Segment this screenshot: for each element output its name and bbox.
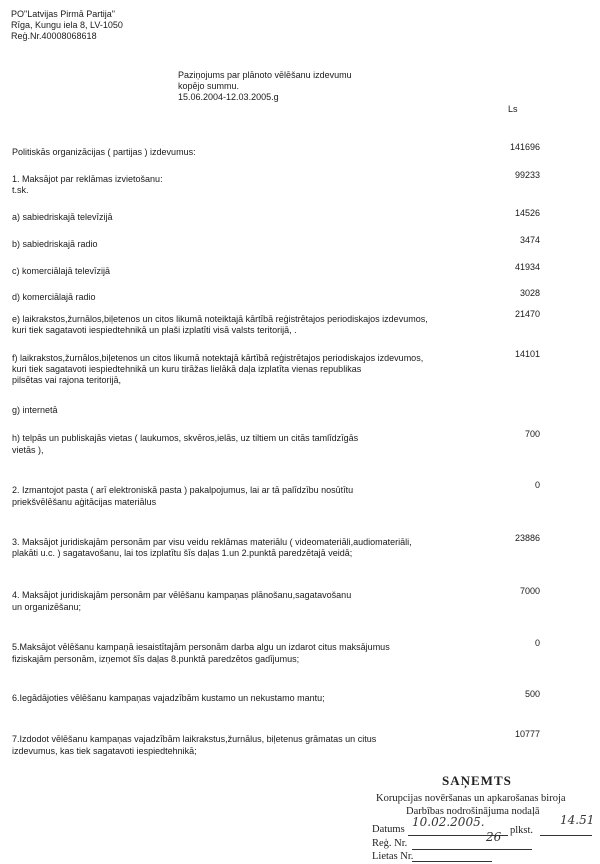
sub-h-line-2: vietās ), bbox=[12, 445, 44, 455]
item-4-line-1: 4. Maksājot juridiskajām personām par vēlēšanu kampaņas plānošanu,sagatavošanu bbox=[12, 590, 352, 600]
item-3-line-2: plakāti u.c. ) sagatavošanu, lai tos izplatītu šīs daļas 1.un 2.punktā paredzētajā veidā; bbox=[12, 548, 353, 558]
sub-f-value: 14101 bbox=[514, 349, 540, 359]
item-3-line-1: 3. Maksājot juridiskajām personām par visu veidu reklāmas materiālu ( videomateriāli,audiomateriāli, bbox=[12, 537, 412, 547]
document-title-line-1: Paziņojums par plānoto vēlēšanu izdevumu bbox=[178, 70, 352, 80]
document-period: 15.06.2004-12.03.2005.g bbox=[178, 92, 279, 102]
stamp-case-rule bbox=[412, 861, 492, 862]
item-5-line-2: fiziskajām personām, izņemot šīs daļas 8.punktā paredzētos gadījumus; bbox=[12, 654, 300, 664]
item-1-value: 99233 bbox=[514, 170, 540, 180]
sub-c-value: 41934 bbox=[514, 262, 540, 272]
item-3-value: 23886 bbox=[514, 533, 540, 543]
stamp-organization: Korupcijas novēršanas un apkarošanas biroja bbox=[376, 793, 566, 804]
received-stamp-title: SAŅEMTS bbox=[442, 773, 512, 788]
sub-g-label: g) internetā bbox=[12, 405, 58, 415]
sub-c-label: c) komerciālajā televīzijā bbox=[12, 266, 111, 276]
document-title-line-2: kopējo summu. bbox=[178, 81, 240, 91]
total-label: Politiskās organizācijas ( partijas ) izdevumus: bbox=[12, 147, 196, 157]
sub-f-line-3: pilsētas vai rajona teritorijā, bbox=[12, 375, 122, 385]
item-2-value: 0 bbox=[534, 480, 540, 490]
sub-e-line-2: kuri tiek sagatavoti iespiedtehnikā un plaši izplatīti visā valsts teritorijā, . bbox=[12, 325, 297, 335]
item-7-line-1: 7.Izdodot vēlēšanu kampaņas vajadzībām laikrakstus,žurnālus, biļetenus grāmatas un citus bbox=[12, 734, 377, 744]
sub-d-label: d) komerciālajā radio bbox=[12, 292, 96, 302]
stamp-reg-rule bbox=[412, 849, 532, 850]
item-1-tsk: t.sk. bbox=[12, 185, 29, 195]
item-5-line-1: 5.Maksājot vēlēšanu kampaņā iesaistītajām personām darba algu un izdarot citus maksājumus bbox=[12, 642, 390, 652]
stamp-reg-handwritten: 26 bbox=[486, 830, 502, 844]
item-2-line-2: priekšvēlēšanu aģitācijas materiālus bbox=[12, 497, 157, 507]
item-7-line-2: izdevumus, kas tiek sagatavoti iespiedtehnikā; bbox=[12, 746, 197, 756]
sub-a-label: a) sabiedriskajā televīzijā bbox=[12, 212, 113, 222]
stamp-time-rule bbox=[540, 835, 592, 836]
sub-b-value: 3474 bbox=[519, 235, 540, 245]
item-6-value: 500 bbox=[524, 689, 540, 699]
sub-h-value: 700 bbox=[524, 429, 540, 439]
item-4-value: 7000 bbox=[519, 586, 540, 596]
sub-d-value: 3028 bbox=[519, 288, 540, 298]
sender-address: Rīga, Kungu iela 8, LV-1050 bbox=[11, 20, 123, 30]
item-4-line-2: un organizēšanu; bbox=[12, 602, 82, 612]
sender-name: PO"Latvijas Pirmā Partija" bbox=[11, 9, 115, 19]
total-value: 141696 bbox=[509, 142, 540, 152]
stamp-department: Darbības nodrošinājuma nodaļā bbox=[406, 806, 540, 817]
sub-f-line-1: f) laikrakstos,žurnālos,biļetenos un citos likumā notektajā kārtībā reģistrētajos periodiskajos izdevumos, bbox=[12, 353, 424, 363]
item-5-value: 0 bbox=[534, 638, 540, 648]
sub-a-value: 14526 bbox=[514, 208, 540, 218]
sub-b-label: b) sabiedriskajā radio bbox=[12, 239, 98, 249]
item-7-value: 10777 bbox=[514, 729, 540, 739]
sender-reg-number: Reģ.Nr.40008068618 bbox=[11, 31, 97, 41]
stamp-date-label: Datums bbox=[372, 824, 405, 835]
currency-label: Ls bbox=[508, 104, 518, 114]
sub-e-line-1: e) laikrakstos,žurnālos,biļetenos un citos likumā noteiktajā kārtībā reģistrētajos periodiskajos izdevumos, bbox=[12, 314, 428, 324]
stamp-time-label: plkst. bbox=[510, 825, 534, 836]
stamp-case-label: Lietas Nr. bbox=[372, 851, 414, 862]
stamp-date-handwritten: 10.02.2005. bbox=[412, 815, 485, 829]
stamp-reg-label: Reģ. Nr. bbox=[372, 838, 408, 849]
item-1-label: 1. Maksājot par reklāmas izvietošanu: bbox=[12, 174, 163, 184]
item-6-line-1: 6.Iegādājoties vēlēšanu kampaņas vajadzībām kustamo un nekustamo mantu; bbox=[12, 693, 325, 703]
sub-f-line-2: kuri tiek sagatavoti iespiedtehnikā un kuru tirāžas lielākā daļa izplatīta vienas republikas bbox=[12, 364, 362, 374]
item-2-line-1: 2. Izmantojot pasta ( arī elektroniskā pasta ) pakalpojumus, lai ar tā palīdzību nosūtītu bbox=[12, 485, 354, 495]
sub-h-line-1: h) telpās un publiskajās vietas ( laukumos, skvēros,ielās, uz tiltiem un citās tamlīdzīgās bbox=[12, 433, 359, 443]
sub-e-value: 21470 bbox=[514, 309, 540, 319]
stamp-time-handwritten: 14.51 bbox=[560, 813, 595, 827]
